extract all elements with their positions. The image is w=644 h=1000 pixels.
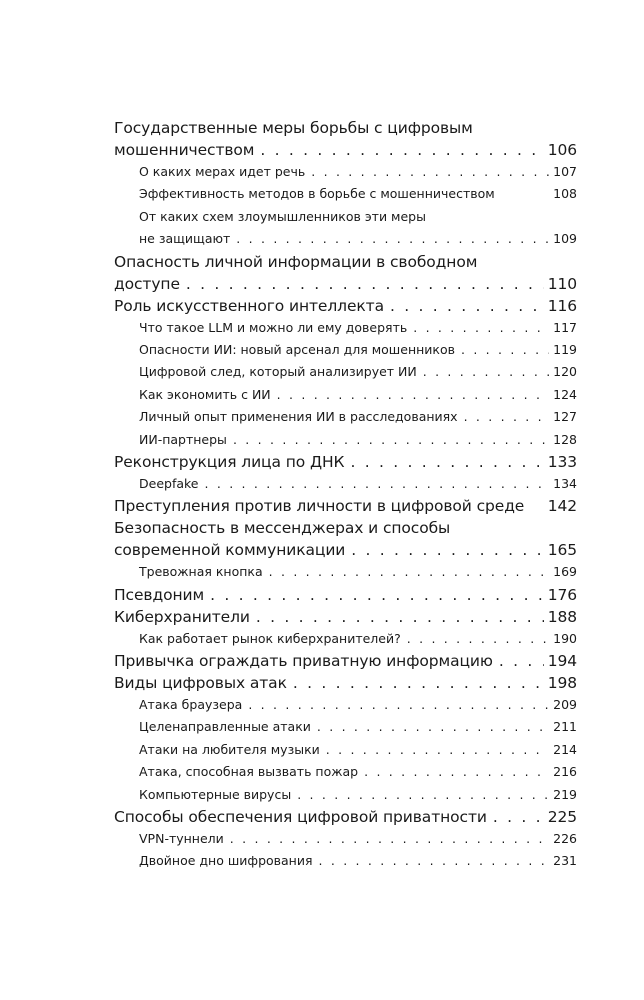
toc-line bbox=[114, 628, 577, 650]
dot-leader bbox=[260, 139, 543, 161]
page-number: 190 bbox=[553, 630, 577, 646]
toc-line bbox=[114, 317, 577, 339]
toc-line bbox=[114, 761, 577, 783]
dot-leader bbox=[364, 761, 549, 783]
dot-leader bbox=[269, 561, 550, 583]
section-title: VPN-туннели bbox=[139, 831, 224, 847]
page-number: 116 bbox=[547, 296, 577, 315]
chapter-title: Опасность личной информации в свободном bbox=[114, 252, 478, 271]
toc-line bbox=[114, 561, 577, 583]
toc-entry bbox=[114, 672, 577, 694]
toc-entry bbox=[114, 850, 577, 872]
toc-line bbox=[114, 584, 577, 606]
chapter-title: Безопасность в мессенджерах и способы bbox=[114, 519, 451, 538]
section-title: Что такое LLM и можно ли ему доверять bbox=[139, 319, 408, 335]
toc-entry bbox=[114, 716, 577, 738]
dot-leader bbox=[319, 850, 550, 872]
toc-entry bbox=[114, 317, 577, 339]
toc-line bbox=[114, 406, 577, 428]
chapter-title: мошенничеством bbox=[114, 141, 255, 159]
page-number: 169 bbox=[553, 564, 577, 580]
toc-entry bbox=[114, 429, 577, 451]
toc-line bbox=[114, 784, 577, 806]
section-title: От каких схем злоумышленников эти меры bbox=[139, 208, 426, 224]
toc-line bbox=[114, 539, 577, 561]
page-number: 128 bbox=[553, 431, 577, 447]
page-number: 165 bbox=[547, 541, 577, 560]
dot-leader bbox=[230, 828, 549, 850]
toc-entry bbox=[114, 161, 577, 183]
toc-line bbox=[114, 672, 577, 694]
page-number: 188 bbox=[547, 607, 577, 626]
dot-leader bbox=[350, 451, 543, 473]
page-number: 107 bbox=[553, 164, 577, 179]
page-number: 214 bbox=[553, 741, 577, 757]
dot-leader bbox=[297, 784, 549, 806]
toc-entry bbox=[114, 650, 577, 672]
section-title: Целенаправленные атаки bbox=[139, 719, 311, 735]
toc-entry bbox=[114, 339, 577, 361]
toc-line bbox=[114, 429, 577, 451]
toc-line bbox=[114, 606, 577, 628]
section-title: Атаки на любителя музыки bbox=[139, 741, 320, 757]
page-number: 117 bbox=[553, 319, 577, 335]
toc-line bbox=[114, 206, 577, 228]
chapter-title: доступе bbox=[114, 274, 180, 293]
section-title: Атака браузера bbox=[139, 697, 243, 713]
dot-leader bbox=[413, 317, 549, 339]
toc-line bbox=[114, 117, 577, 139]
toc-line bbox=[114, 495, 577, 517]
toc-entry bbox=[114, 628, 577, 650]
toc-line bbox=[114, 384, 577, 406]
page-number: 106 bbox=[547, 141, 577, 159]
dot-leader bbox=[461, 339, 549, 361]
page-number: 134 bbox=[553, 475, 577, 491]
toc-line bbox=[114, 228, 577, 250]
chapter-title: современной коммуникации bbox=[114, 541, 346, 560]
chapter-title: Киберхранители bbox=[114, 607, 250, 626]
toc-line bbox=[114, 828, 577, 850]
page-number: 127 bbox=[553, 409, 577, 425]
chapter-title: Способы обеспечения цифровой приватности bbox=[114, 808, 487, 827]
section-title: не защищают bbox=[139, 231, 231, 247]
page-number: 216 bbox=[553, 764, 577, 780]
dot-leader bbox=[423, 361, 549, 383]
page-number: 142 bbox=[547, 497, 577, 516]
toc-entry bbox=[114, 206, 577, 251]
toc-line bbox=[114, 183, 577, 205]
dot-leader bbox=[277, 384, 549, 406]
toc-line bbox=[114, 295, 577, 317]
section-title: Личный опыт применения ИИ в расследованиях bbox=[139, 409, 458, 425]
toc-entry bbox=[114, 584, 577, 606]
toc-entry bbox=[114, 739, 577, 761]
dot-leader bbox=[248, 694, 549, 716]
toc-line bbox=[114, 339, 577, 361]
page-number: 109 bbox=[553, 231, 577, 247]
page-number: 219 bbox=[553, 786, 577, 802]
section-title: О каких мерах идет речь bbox=[139, 164, 306, 179]
toc-entry bbox=[114, 117, 577, 161]
toc-entry bbox=[114, 361, 577, 383]
section-title: Атака, способная вызвать пожар bbox=[139, 764, 359, 780]
toc-line bbox=[114, 739, 577, 761]
page-number: 226 bbox=[553, 831, 577, 847]
toc-line bbox=[114, 273, 577, 295]
dot-leader bbox=[256, 606, 544, 628]
chapter-title: Псевдоним bbox=[114, 585, 205, 604]
dot-leader bbox=[464, 406, 550, 428]
toc-entry bbox=[114, 561, 577, 583]
toc-line bbox=[114, 473, 577, 495]
toc-entry bbox=[114, 473, 577, 495]
dot-leader bbox=[293, 672, 544, 694]
toc-line bbox=[114, 716, 577, 738]
page-number: 209 bbox=[553, 697, 577, 713]
dot-leader bbox=[499, 650, 544, 672]
toc-line bbox=[114, 161, 577, 183]
page-number: 133 bbox=[547, 452, 577, 471]
toc-entry bbox=[114, 495, 577, 517]
toc-entry bbox=[114, 251, 577, 295]
page-number: 108 bbox=[553, 186, 577, 202]
toc-line bbox=[114, 517, 577, 539]
section-title: Цифровой след, который анализирует ИИ bbox=[139, 364, 417, 380]
toc-entry bbox=[114, 784, 577, 806]
dot-leader bbox=[407, 628, 549, 650]
dot-leader bbox=[233, 429, 549, 451]
page-number: 231 bbox=[553, 853, 577, 869]
dot-leader bbox=[236, 228, 549, 250]
dot-leader bbox=[493, 806, 544, 828]
dot-leader bbox=[317, 716, 549, 738]
toc-line bbox=[114, 806, 577, 828]
toc-line bbox=[114, 139, 577, 161]
page-number: 110 bbox=[547, 274, 577, 293]
page-number: 211 bbox=[553, 719, 577, 735]
toc-line bbox=[114, 850, 577, 872]
section-title: ИИ-партнеры bbox=[139, 431, 227, 447]
section-title: Как экономить с ИИ bbox=[139, 386, 271, 402]
chapter-title: Реконструкция лица по ДНК bbox=[114, 452, 345, 471]
dot-leader bbox=[351, 539, 543, 561]
section-title: Компьютерные вирусы bbox=[139, 786, 292, 802]
toc-entry bbox=[114, 451, 577, 473]
toc-entry bbox=[114, 806, 577, 828]
toc-entry bbox=[114, 183, 577, 205]
section-title: Опасности ИИ: новый арсенал для мошенников bbox=[139, 341, 455, 357]
chapter-title: Привычка ограждать приватную информацию bbox=[114, 652, 493, 671]
chapter-title: Государственные меры борьбы с цифровым bbox=[114, 119, 473, 137]
page-number: 194 bbox=[547, 652, 577, 671]
chapter-title: Виды цифровых атак bbox=[114, 674, 287, 693]
toc-entry bbox=[114, 761, 577, 783]
toc-entry bbox=[114, 694, 577, 716]
toc-entry bbox=[114, 406, 577, 428]
dot-leader bbox=[210, 584, 544, 606]
chapter-title: Преступления против личности в цифровой среде bbox=[114, 497, 525, 516]
toc-line bbox=[114, 694, 577, 716]
toc-entry bbox=[114, 606, 577, 628]
page-number: 119 bbox=[553, 341, 577, 357]
dot-leader bbox=[326, 739, 549, 761]
dot-leader bbox=[186, 273, 544, 295]
section-title: Эффективность методов в борьбе с мошенничеством bbox=[139, 186, 495, 202]
section-title: Тревожная кнопка bbox=[139, 564, 263, 580]
section-title: Как работает рынок киберхранителей? bbox=[139, 630, 401, 646]
page-number: 225 bbox=[547, 808, 577, 827]
chapter-title: Роль искусственного интеллекта bbox=[114, 296, 384, 315]
table-of-contents bbox=[114, 117, 577, 873]
dot-leader bbox=[311, 161, 549, 183]
toc-entry bbox=[114, 295, 577, 317]
toc-entry bbox=[114, 828, 577, 850]
page-number: 124 bbox=[553, 386, 577, 402]
page-number: 120 bbox=[553, 364, 577, 380]
page-number: 176 bbox=[547, 585, 577, 604]
toc-line bbox=[114, 251, 577, 273]
toc-line bbox=[114, 451, 577, 473]
toc-line bbox=[114, 650, 577, 672]
section-title: Двойное дно шифрования bbox=[139, 853, 313, 869]
dot-leader bbox=[205, 473, 550, 495]
toc-entry bbox=[114, 384, 577, 406]
toc-entry bbox=[114, 517, 577, 561]
toc-line bbox=[114, 361, 577, 383]
section-title: Deepfake bbox=[139, 475, 199, 491]
dot-leader bbox=[390, 295, 544, 317]
page-number: 198 bbox=[547, 674, 577, 693]
